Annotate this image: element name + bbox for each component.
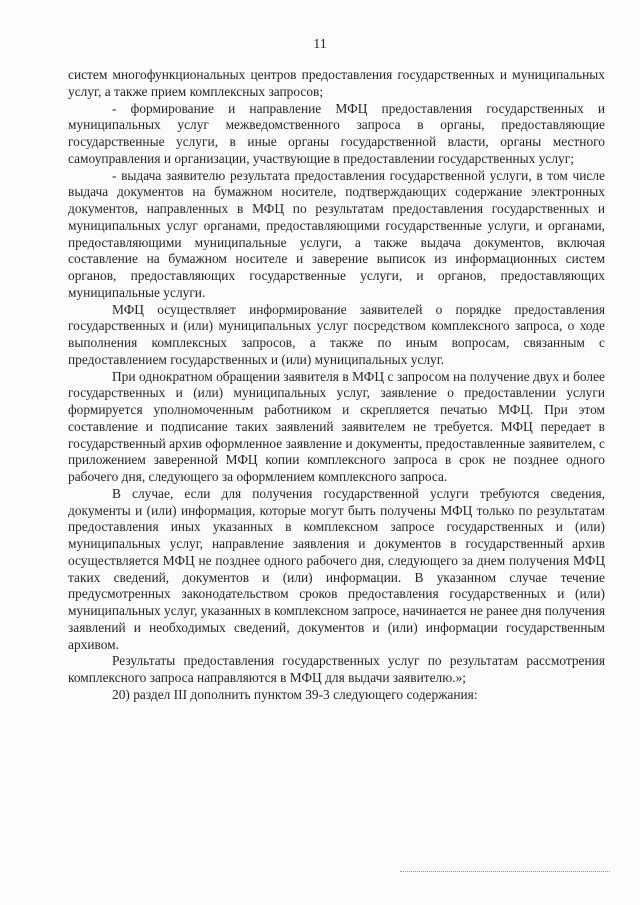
paragraph-dependent-services: В случае, если для получения государственной услуги требуются сведения, документы и (или) информация, которые могут быть получены МФЦ только по результатам предоставления иных указанных в комплексном запросе государственных и (или) муниципальных услуг, направление заявления и документов в государственный архив осуществляется МФЦ не позднее одного рабочего дня, следующего за днем получения МФЦ таких сведений, документов и (или) информации. В указанном случае течение предусмотренных законодательством сроков предоставления государственных и (или) муниципальных услуг, указанных в комплексном запросе, начинается не ранее дня получения заявлений и необходимых сведений, документов и (или) информации государственным архивом.	[68, 485, 605, 652]
bottom-dotted-rule	[400, 871, 610, 872]
page-number: 11	[313, 37, 327, 52]
paragraph-results-sent: Результаты предоставления государственных услуг по результатам рассмотрения комплексного запроса направляются в МФЦ для выдачи заявителю.»;	[68, 653, 605, 685]
document-body	[68, 67, 605, 704]
paragraph-interagency-request: - формирование и направление МФЦ предоставления государственных и муниципальных услуг межведомственного запроса в органы, предоставляющие государственные услуги, в иные органы государственной власти, органы местного самоуправления и организации, участвующие в предоставлении государственных услуг;	[68, 100, 605, 166]
paragraph-result-delivery: - выдача заявителю результата предоставления государственной услуги, в том числе выдача документов на бумажном носителе, подтверждающих содержание электронных документов, направленных в МФЦ по результатам предоставления государственных и муниципальных услуг органами, предоставляющими государственные услуги, и органами, предоставляющими муниципальные услуги, а также выдача документов, включая составление на бумажном носителе и заверение выписок из информационных систем органов, предоставляющих государственные услуги, и органов, предоставляющих муниципальные услуги.	[68, 167, 605, 300]
paragraph-section-amendment: 20) раздел III дополнить пунктом 39-3 следующего содержания:	[112, 686, 478, 702]
paragraph-single-request: При однократном обращении заявителя в МФЦ с запросом на получение двух и более государственных и (или) муниципальных услуг, заявление о предоставлении услуги формируется уполномоченным работником и скрепляется печатью МФЦ. При этом составление и подписание таких заявлений заявителем не требуется. МФЦ передает в государственный архив оформленное заявление и документы, предоставленные заявителем, с приложением заверенной МФЦ копии комплексного запроса в срок не позднее одного рабочего дня, следующего за оформлением комплексного запроса.	[68, 368, 605, 484]
paragraph-mfc-informing: МФЦ осуществляет информирование заявителей о порядке предоставления государственных и (или) муниципальных услуг посредством комплексного запроса, о ходе выполнения комплексных запросов, а также по иным вопросам, связанным с предоставлением государственных и (или) муниципальных услуг.	[68, 301, 605, 367]
paragraph-mfc-systems-continuation: систем многофункциональных центров предоставления государственных и муниципальных услуг, а также прием комплексных запросов;	[68, 67, 605, 99]
